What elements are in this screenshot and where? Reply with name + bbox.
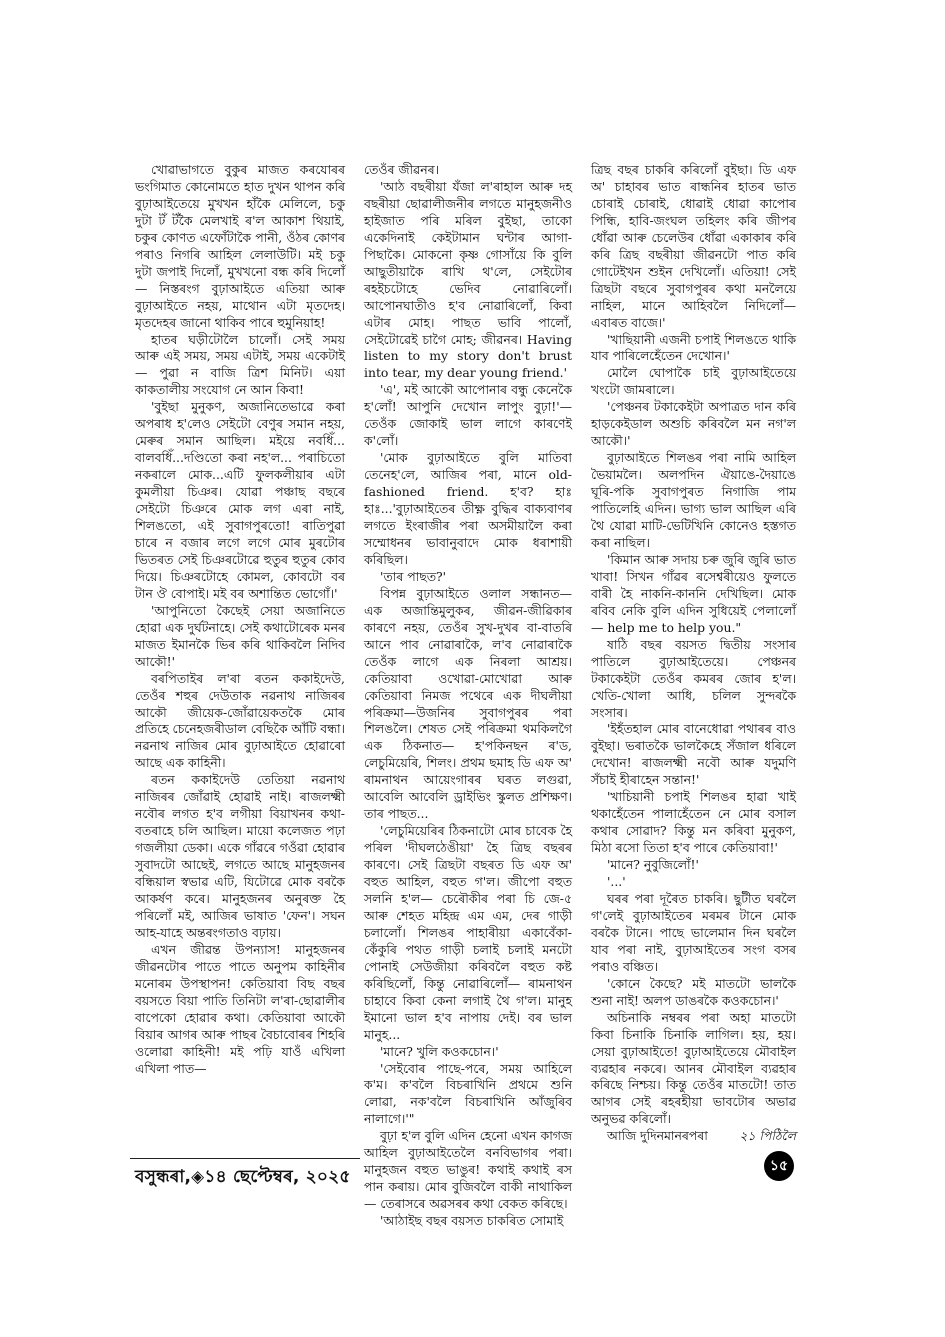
paragraph: বুঢ়াআইতে শিলঙৰ পৰা নামি আহিল ভৈয়ামলৈ। অলপদিন ঐয়াঙে-দৈয়াঙে ঘূৰি-পকি সুবাগপুৰত নিগাজি পাম পাতিলেহি এদিন। ভাগ্য ভাল আছিল এৰি থৈ যোৱা মাটি-ভেটিখিনি কোনেও হস্তগত কৰা নাছিল।: [591, 450, 796, 550]
paragraph: ঘৰৰ পৰা দূৰৈত চাকৰি। ছুটীত ঘৰলৈ গ'লেই বুঢ়াআইতেৰ মৰমৰ টানে মোক বৰকৈ টানে। পাছে ভালেমান দিন ঘৰলৈ যাব পৰা নাই, বুঢ়াআইতেৰ সংগ বসৰ পৰাও বঞ্চিত।: [591, 890, 796, 974]
paragraph: 'আঠ বছৰীয়া যঁজা ল'ৰাহাল আৰু দহ বছৰীয়া ছোৱালীজনীৰ লগতে মানুহজনীও হাইজাত পৰি মৰিল বুইছা, তাকো একেদিনাই কেইটামান ঘন্টাৰ আগা-পিছাকৈ। মোকনো কৃষ্ণ গোসাঁয়ে কি বুলি আছুতীয়াকৈ ৰাখি থ'লে, সেইটোৰ ৰহইচটোহে ভেদিব নোৱাৰিলোঁ। আপোনঘাতীও হ'ব নোৱাৰিলোঁ, কিবা এটাৰ মোহ। পাছত ভাবি পালোঁ, সেইটোৱেই চাগৈ মোহ; জীৱনৰ। Having listen to my story don't brust into tear, my dear young friend.': [364, 178, 572, 381]
paragraph: 'মানে? নুবুজিলোঁ!': [607, 857, 699, 873]
paragraph: ৰতন ককাইদেউ তেতিয়া নৱনাথ নাজিৰৰ জোঁৱাই হোৱাই নাই। ৰাজলক্ষ্মী নবৌৰ লগত হ'ব লগীয়া বিয়াখনৰ কথা-বতৰাহে চলি আছিল। মায়ো কলেজত পঢ়া গজলীয়া ডেকা। একে গাঁৱৰে গওঁৱা হোৱাৰ সুবাদটো আছেই, লগতে আছে মানুহজনৰ বন্ধিয়াল স্বভাৱ এটি, যিটোৱে মোক বৰকৈ আকৰ্ষণ কৰে। মানুহজনৰ অনুৰক্ত হৈ পৰিলোঁ মই, আজিৰ ভাষাত 'ফেন'। সঘন আহ-যাহে অন্তৰংগতাও বঢ়ায়।: [135, 772, 345, 940]
continuation-line: [591, 1128, 796, 1145]
paragraph: মোলৈ ঘোপাকৈ চাই বুঢ়াআইতেয়ে খংটো জামৰালে।: [591, 365, 796, 398]
paragraph: 'কোনে কৈছে? মই মাতটো ভালকৈ শুনা নাই! অলপ ডাঙৰকৈ কওকচোন।': [591, 975, 796, 1008]
paragraph: ষাঠি বছৰ বয়সত দ্বিতীয় সংসাৰ পাতিলে বুঢ়াআইতেয়ে। পেঞ্চনৰ টকাকেইটা তেওঁৰ কমৰৰ জোৰ হ'ল। খেতি-খোলা আধি, চলিল সুন্দৰকৈ সংসাৰ।: [591, 636, 796, 720]
paragraph: 'লেচুমিয়েৰিৰ ঠিকনাটো মোৰ চাবেক হৈ পৰিল 'দীঘলঠেঙীয়া' হৈ ত্ৰিছ বছৰৰ কাৰণে। সেই ত্ৰিছটা বছৰত ডি এফ অ' বহুত আহিল, বহুত গ'ল। জীপো বহুত সলনি হ'ল— চেৰৌকীৰ পৰা চি জে-৫ আৰু শেহত মহিন্দ্ৰ এম এম, দেৰ গাড়ী চলালোঁ। শিলঙৰ পাহাৰীয়া একাবেঁকা-কেঁকুৰি পথত গাড়ী চলাই চলাই মনটো পোনাই সেউজীয়া কৰিবলৈ বহুত কষ্ট কৰিছিলোঁ, কিন্তু নোৱাৰিলোঁ— ৰামনাথন চাহাবে কিবা কেনা লগাই থৈ গ'ল। মানুহ ইমানো ভাল হ'ব নাপায় দেই। বৰ ভাল মানুহ...: [364, 823, 572, 1042]
paragraph: খোৱাভাগতে বুকুৰ মাজত কৰযোৰৰ ভংগিমাত কোনোমতে হাত দুখন থাপন কৰি বুঢ়াআইতেয়ে মুখখন হাঁকৈ মেলিলে, চকু দুটা টঁ টঁকৈ মেলখাই ৰ'ল আকাশ থিয়াই, চকুৰ কোণত এফোঁটাকৈ পানী, ওঁঠৰ কোণৰ পৰাও নিগৰি আহিল লেলাউটি। মই চকু দুটা জপাই দিলোঁ, মুখখনো বন্ধ কৰি দিলোঁ— নিস্তৰংগ বুঢ়াআইতে এতিয়া আৰু বুঢ়াআইতে নহয়, মাথোন এটা মৃতদেহ। মৃতদেহৰ জানো থাকিব পাৰে হুমুনিয়াহ!: [135, 162, 345, 330]
paragraph: বুঢ়া হ'ল বুলি এদিন হেনো এখন কাগজ আহিল বুঢ়াআইতেলৈ বনবিভাগৰ পৰা। মানুহজন বহুত ভাঙুৰ! কথাই কথাই ৰস পান কৰায়। মোৰ বুজিবলৈ বাকী নাথাকিল— তেৰাসৰে অৱসৰৰ কথা বেকত কৰিছে।: [364, 1128, 572, 1212]
paragraph: '...': [607, 874, 626, 890]
text-column-1: [135, 162, 345, 1077]
paragraph: 'আপুনিতো কৈছেই সেয়া অজানিতে হোৱা এক দুৰ্ঘটনাহে। সেই কথাটোৰেক মনৰ মাজত ইমানকৈ ভিৰ কৰি থাকিবলৈ নিদিব আকৌ!': [135, 602, 345, 669]
paragraph: 'মোক বুঢ়াআইতে বুলি মাতিবা তেনেহ'লে, আজিৰ পৰা, মানে old-fashioned friend. হ'ব? হাঃ হাঃ...'বুঢ়াআইতেৰ তীক্ষ্ণ বুদ্ধিৰ বাক্যবাণৰ লগতে ইংৰাজীৰ পৰা অসমীয়ালৈ কৰা সম্মোধনৰ ভাবানুবাদে মোক ধৰাশায়ী কৰিছিল।: [364, 450, 572, 567]
paragraph: এখন জীৱন্ত উপন্যাস! মানুহজনৰ জীৱনটোৰ পাতে পাতে অনুপম কাহিনীৰ মনোৰম উপস্থাপন! কেতিয়াবা বিছ বছৰ বয়সতে বিয়া পাতি তিনিটা ল'ৰা-ছোৱালীৰ বাপেকো হোৱাৰ কথা। কেতিয়াবা আকৌ বিয়াৰ আগৰ আৰু পাছৰ বৈচাবোৰৰ শিহৰি ওলোৱা কাহিনী! মই পঢ়ি যাওঁ এখিলা এখিলা পাত—: [135, 941, 345, 1076]
paragraph: অচিনাকি নম্বৰৰ পৰা অহা মাতটো কিবা চিনাকি চিনাকি লাগিল। হয়, হয়। সেয়া বুঢ়াআইতে! বুঢ়াআইতেয়ে মৌবাইল ব্যৱহাৰ নকৰে। আনৰ মৌবাইল ব্যৱহাৰ কৰিছে নিশ্চয়। কিন্তু তেওঁৰ মাতটো! তাত আগৰ সেই ৰহৰহীয়া ভাবটোৰ অভাৱ অনুভৱ কৰিলোঁ।: [591, 1009, 796, 1127]
paragraph: 'তাৰ পাছত?': [380, 568, 447, 584]
paragraph: তেওঁৰ জীৱনৰ।: [364, 162, 440, 177]
paragraph: বিপন্ন বুঢ়াআইতে ওলাল সন্ধানত— এক অজান্তিমুলুকৰ, জীৱন-জীৱিকাৰ কাৰণে নহয়, তেওঁৰ সুখ-দুখৰ বা-বাতৰি আনে পাব নোৱাৰাকৈ, ল'ব নোৱাৰাকৈ তেওঁক লাগে এক নিৰলা আশ্ৰয়। কেতিয়াবা ওখোৱা-মোখোৱা আৰু কেতিয়াবা নিমজ পথেৰে এক দীঘলীয়া পৰিক্ৰমা—উজনিৰ সুবাগপুৰৰ পৰা শিলঙলৈ। শেষত সেই পৰিক্ৰমা থমকিলগৈ এক ঠিকনাত— হ'পকিনছন ৰ'ড, লেচুমিয়েৰি, শিলং। প্ৰথম ছমাহ ডি এফ অ' ৰামনাথন আয়েংগাৰৰ ঘৰত লগুৱা, আবেলি আবেলি ড্ৰাইভিং স্কুলত প্ৰশিক্ষণ। তাৰ পাছত...: [364, 585, 572, 822]
page-number-badge: ১৫: [764, 1151, 794, 1181]
text-column-3: [591, 162, 796, 1145]
paragraph: ত্ৰিছ বছৰ চাকৰি কৰিলোঁ বুইছা। ডি এফ অ' চাহাবৰ ভাত ৰান্ধনিৰ হাতৰ ভাত চোৰাই চোৰাই, ধোৱাই ধোৱা কাপোৰ পিন্ধি, হাবি-জংঘল তহিলং কৰি জীপৰ ধোঁৱা আৰু চেলেউৰ ধোঁৱা একাকাৰ কৰি কৰি ত্ৰিছ বছৰীয়া জীৱনটো পাত কৰি গোটেইখন শুইন দেখিলোঁ। এতিয়া! সেই ত্ৰিছটা বছৰে সুবাগপুৰৰ কথা মনলৈয়ে নাহিল, মানে আহিবলৈ নিদিলোঁ— এবাৰত বাজে।': [591, 162, 796, 330]
paragraph: 'আঠাইছ বছৰ বয়সত চাকৰিত সোমাই: [380, 1213, 564, 1229]
footer-rule: [130, 1158, 360, 1159]
paragraph: 'সেইবোৰ পাছে-পৰে, সময় আহিলে ক'ম। ক'বলৈ বিচৰাখিনি প্ৰথমে শুনি লোৱা, নক'বলৈ বিচৰাখিনি আঁজুৰিব নালাগে।'": [364, 1060, 572, 1127]
paragraph: 'এ', মই আকৌ আপোনাৰ বন্ধু কেনেকৈ হ'লোঁ! আপুনি দেখোন লাপুং বুঢ়া!'— তেওঁক জোকাই ভাল লাগে কাৰণেই ক'লোঁ।: [364, 382, 572, 449]
paragraph: 'খাছিয়ানী এজনী চপাই শিলঙতে থাকি যাব পাৰিলেহেঁতেন দেখোন।': [591, 331, 796, 364]
magazine-footer: বসুন্ধৰা,◈১৪ ছেপ্টেম্বৰ, ২০২৫: [135, 1167, 351, 1187]
paragraph: 'ইহঁতহাল মোৰ বানেধোৱা পথাৰৰ বাও বুইছা। ভৰাতকৈ ভালকৈহে সঁজাল ধৰিলে দেখোন! ৰাজলক্ষ্মী নবৌ আৰু যদুমণি সঁচাই হীৰাহেন সন্তান!': [591, 721, 796, 788]
paragraph: 'বুইছা মুনুকণ, অজানিতেভাৱে কৰা অপৰাধ হ'লেও সেইটো বেণুৰ সমান নহয়, মেৰুৰ সমান আছিল। মইয়ে নবধিঁ... বালবধিঁ...দণ্ডিতো কৰা নহ'ল... পৰাচিতো নকৰালে মোক...এটি ফুলকলীয়াৰ এটা কুমলীয়া চিঞৰ। যোৱা পঞ্চাছ বছৰে সেইটো চিঞৰে মোক লগ এৰা নাই, শিলঙতো, এই সুবাগপুৰতো! ৰাতিপুৱা চাৰে ন বজাৰ লগে লগে মোৰ মুৰটোৰ ভিতৰত সেই চিঞৰটোৱে হুতুৰ হুতুৰ কোব দিয়ে। চিঞৰটোহে কোমল, কোবটো বৰ টান ঔ বোপাই। মই বৰ অশান্তিত ভোগোঁ।': [135, 399, 345, 601]
paragraph: 'মানে? খুলি কওকচোন।': [380, 1043, 499, 1059]
paragraph: 'কিমান আৰু সদায় চৰু জুৰি জুৰি ভাত খাবা! সিখন গাঁৱৰ ৰসেশ্বৰীয়েও ফুলতে বাৰী হৈ নাকনি-কাননি দেখিছিল। মোক ৰবিব নেকি বুলি এদিন সুধিয়েই পেলালোঁ— help me to help you.": [591, 551, 796, 635]
paragraph: হাতৰ ঘড়ীটোলৈ চালোঁ। সেই সময় আৰু এই সময়, সময় এটাই, সময় একেটাই— পুৱা ন বাজি ত্ৰিশ মিনিট। এয়া কাকতালীয় সংযোগ নে আন কিবা!: [135, 331, 345, 398]
paragraph: 'পেঞ্চনৰ টকাকেইটা অপাত্ৰত দান কৰি হাড়কেইডাল অশুচি কৰিবলৈ মন নগ'ল আকৌ।': [591, 399, 796, 449]
text-column-2: [364, 162, 572, 1230]
continued-on-page: ২১ পিঠিলৈ: [739, 1128, 796, 1144]
paragraph: বৰপিতাইৰ ল'ৰা ৰতন ককাইদেউ, তেওঁৰ শহুৰ দেউতাক নৱনাথ নাজিৰৰ আকৌ জীয়েক-জোঁৱায়েকতকৈ মোৰ প্ৰতিহে চেনেহজৰীডাল বেছিকৈ আঁটি বন্ধা। নৱনাথ নাজিৰ মোৰ বুঢ়াআইতে হোৱাৰো আছে এক কাহিনী।: [135, 670, 345, 771]
signoff-text: আজি দুদিনমানৰপৰা: [607, 1128, 708, 1144]
paragraph: 'খাচিয়ানী চপাই শিলঙৰ হাৱা খাই থকাহেঁতেন পালাহেঁতেন নে মোৰ বসাল কথাৰ সোৱাদ? কিন্তু মন কৰিবা মুনুকণ, মিঠা ৰসো তিতা হ'ব পাৰে কেতিয়াবা!': [591, 789, 796, 856]
